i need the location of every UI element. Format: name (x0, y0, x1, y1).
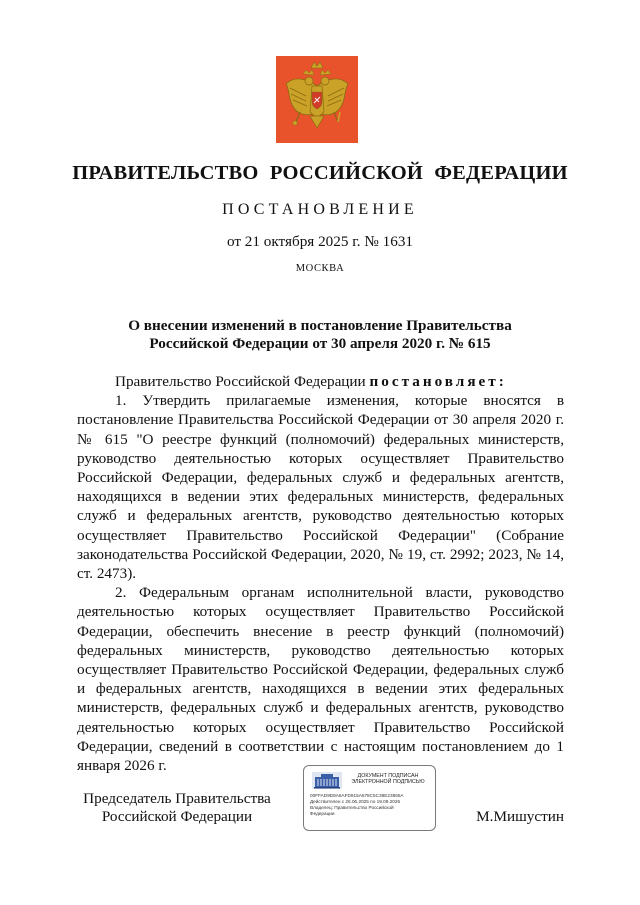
stamp-validity: Действителен с 26.06.2025 по 19.09.2026 (310, 799, 401, 804)
stamp-owner-line-1: Владелец: Правительство Российской (310, 805, 394, 810)
signer-position-line-1: Председатель Правительства (83, 790, 271, 807)
signer-position (77, 790, 277, 826)
government-title: ПРАВИТЕЛЬСТВО РОССИЙСКОЙ ФЕДЕРАЦИИ (72, 162, 568, 184)
stamp-owner-line-2: Федерации (310, 811, 335, 816)
subject-line-1: О внесении изменений в постановление Правительства (128, 317, 512, 334)
intro-verb: постановляет: (369, 373, 507, 390)
document-date-number: от 21 октября 2025 г. № 1631 (226, 233, 414, 250)
stamp-certificate: 00FFAD9D9A6AFD915A578C5C38E23865A (310, 793, 404, 798)
paragraph-2: 2. Федеральным органам исполнительной власти, руководство деятельностью которых осуществляет Правительство Российской Федерации, обеспечить внесение в реестр функций (полномочий) федеральных министерств, руководство деятельностью которых осуществляет Правительство Российской Федерации, федеральных служб и федеральных агентств, находящихся в ведении этих федеральных министерств, федеральных служб и федеральных агентств, руководство деятельностью которых осуществляет Правительство Российской Федерации, сведений в соответствии с настоящим постановлением до 1 января 2026 г. (77, 584, 564, 775)
paragraph-1: 1. Утвердить прилагаемые изменения, которые вносятся в постановление Правительства Российской Федерации от 30 апреля 2020 г. № 615 "О реестре функций (полномочий) федеральных министерств, руководство деятельностью которых осуществляет Правительство Российской Федерации, федеральных служб и федеральных агентств, находящихся в ведении этих федеральных министерств, федеральных служб и федеральных агентств, руководство деятельностью которых осуществляет Правительство Российской Федерации" (Собрание законодательства Российской Федерации, 2020, № 19, ст. 2992; 2023, № 14, ст. 2473). (77, 392, 564, 583)
signer-name: М.Мишустин (476, 808, 564, 825)
document-city: МОСКВА (295, 263, 345, 274)
document-subject (0, 317, 640, 353)
coat-of-arms-icon (276, 56, 358, 143)
stamp-heading (344, 773, 432, 786)
document-body (77, 372, 564, 775)
subject-line-2: Российской Федерации от 30 апреля 2020 г. № 615 (149, 335, 491, 352)
stamp-heading-line-1: ДОКУМЕНТ ПОДПИСАН (357, 773, 419, 779)
stamp-heading-line-2: ЭЛЕКТРОННОЙ ПОДПИСЬЮ (351, 779, 425, 786)
electronic-signature-stamp (303, 765, 436, 831)
document-type: ПОСТАНОВЛЕНИЕ (222, 201, 418, 218)
intro-paragraph (77, 372, 564, 391)
signer-position-line-2: Российской Федерации (101, 808, 253, 825)
stamp-details (310, 793, 434, 817)
government-building-icon (312, 772, 342, 789)
intro-prefix: Правительство Российской Федерации (115, 373, 370, 390)
